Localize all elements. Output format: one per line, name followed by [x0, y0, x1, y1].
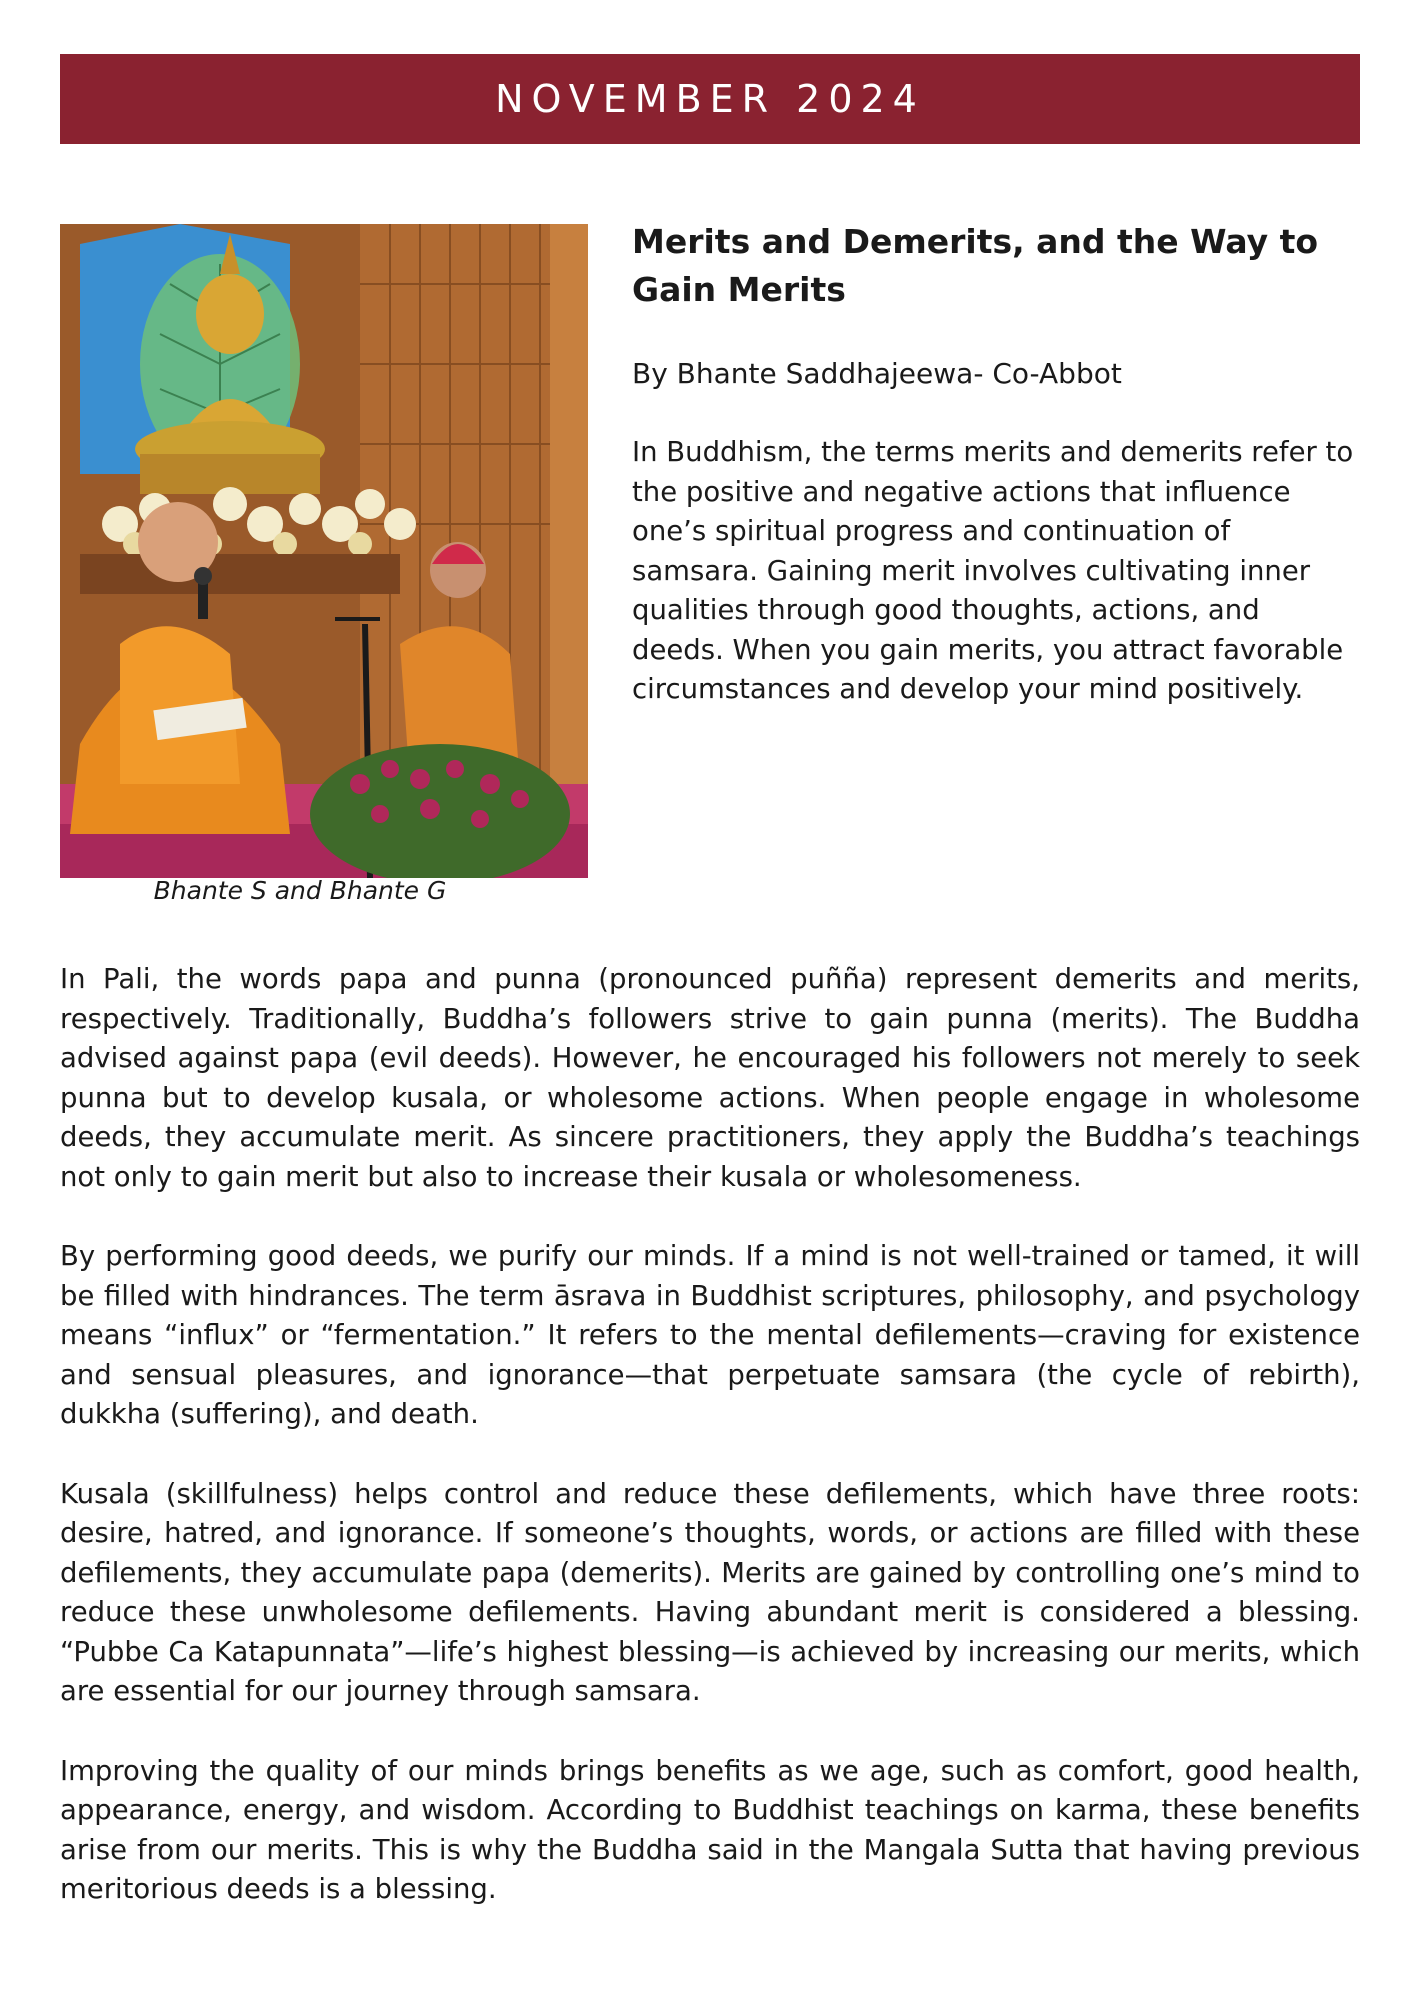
- body-paragraph: By performing good deeds, we purify our minds. If a mind is not well-trained or tamed, it will be filled with hindrances. The term āsrava in Buddhist scriptures, philosophy, and psychology means “influx” or “fermentation.” It refers to the mental defilements—craving for existence and sensual pleasures, and ignorance—that perpetuate samsara (the cycle of rebirth), dukkha (suffering), and death.: [60, 1240, 1360, 1430]
- month-banner: [60, 54, 1360, 144]
- body-paragraph: Kusala (skillfulness) helps control and reduce these defilements, which have three roots: desire, hatred, and ignorance. If someone’s thoughts, words, or actions are filled with these defilements, they accumulate papa (demerits). Merits are gained by controlling one’s mind to reduce these unwholesome defilements. Having abundant merit is considered a blessing. “Pubbe Ca Katapunnata”—life’s highest blessing—is achieved by increasing our merits, which are essential for our journey through samsara.: [60, 1477, 1360, 1707]
- intro-paragraph: In Buddhism, the terms merits and demerits refer to the positive and negative actions that influence one’s spiritual progress and continuation of samsara. Gaining merit involves cultivating inner qualities through good thoughts, actions, and deeds. When you gain merits, you attract favorable circumstances and develop your mind positively.: [632, 436, 1354, 705]
- article-byline: By Bhante Saddhajeewa- Co-Abbot: [632, 357, 1122, 390]
- body-paragraph: In Pali, the words papa and punna (pronounced puñña) represent demerits and merits, respectively. Traditionally, Buddha’s followers strive to gain punna (merits). The Buddha advised against papa (evil deeds). However, he encouraged his followers not merely to seek punna but to develop kusala, or wholesome actions. When people engage in wholesome deeds, they accumulate merit. As sincere practitioners, they apply the Buddha’s teachings not only to gain merit but also to increase their kusala or wholesomeness.: [60, 963, 1360, 1193]
- monks-photo: [60, 224, 588, 878]
- banner-title: NOVEMBER 2024: [495, 77, 925, 121]
- body-paragraph: Improving the quality of our minds brings benefits as we age, such as comfort, good health, appearance, energy, and wisdom. According to Buddhist teachings on karma, these benefits arise from our merits. This is why the Buddha said in the Mangala Sutta that having previous meritorious deeds is a blessing.: [60, 1754, 1360, 1905]
- article-title: Merits and Demerits, and the Way to Gain Merits: [632, 222, 1319, 309]
- article-body: [60, 960, 1360, 1950]
- photo-caption: Bhante S and Bhante G: [153, 876, 447, 905]
